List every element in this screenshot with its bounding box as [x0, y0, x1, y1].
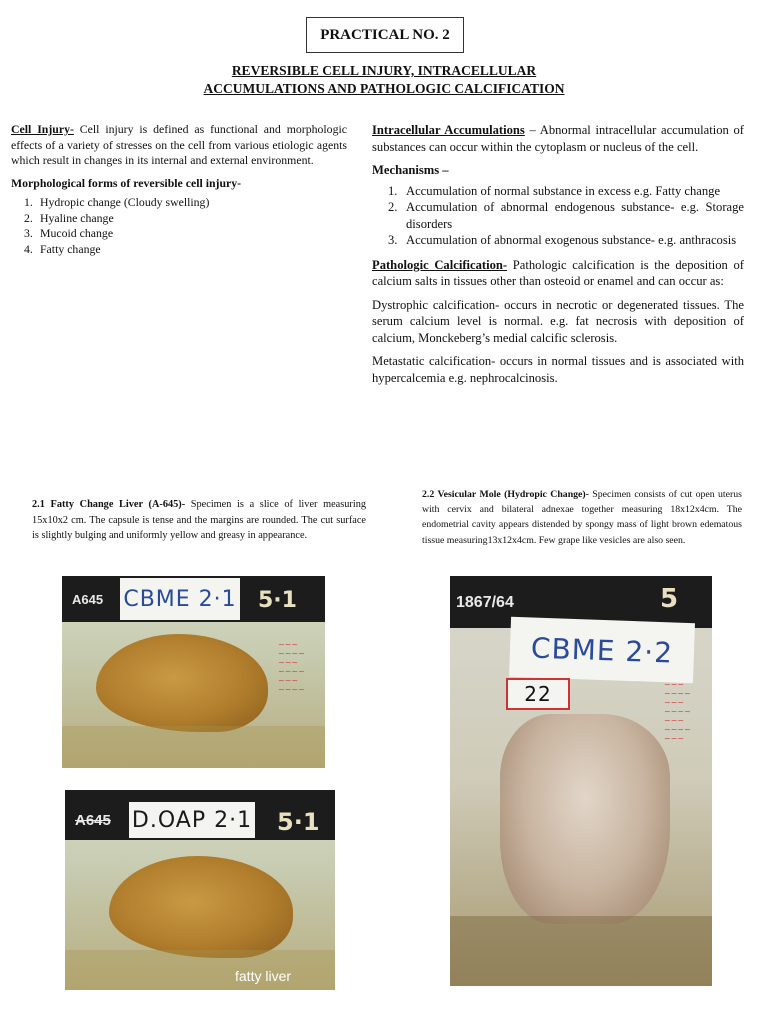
- list-text: Mucoid change: [40, 226, 114, 240]
- mechanisms-heading: Mechanisms –: [372, 163, 449, 177]
- caption-vesicular-mole: [422, 487, 742, 548]
- list-number: 2.: [388, 200, 398, 214]
- caption-text: Specimen is a slice of liver measuring 15x10x2 cm. The capsule is tense and the margins are rounded. The cut surface is slightly bulging and uniformly yellow and greasy in appearance.: [32, 499, 366, 542]
- photo-overlay-text: fatty liver: [235, 968, 292, 984]
- list-number: 3.: [24, 226, 33, 240]
- list-number: 1.: [388, 183, 398, 198]
- list-text: Accumulation of abnormal endogenous substance- e.g. Storage disorders: [406, 200, 744, 231]
- specimen-label-paper: CBME 2·2: [509, 617, 695, 683]
- calcification-paragraph: [372, 257, 744, 290]
- left-column: [11, 122, 347, 265]
- calcification-text: Pathologic calcification is the deposition of calcium salts in tissues other than osteoid or enamel and can occur as:: [372, 257, 744, 288]
- dystrophic-paragraph: Dystrophic calcification- occurs in necrotic or degenerated tissues. The serum calcium level is normal. e.g. fat necrosis with deposition of calcium, Monckeberg’s medial calcific sclerosis.: [372, 297, 744, 345]
- caption-fatty-liver: [32, 497, 366, 544]
- caption-text: Specimen consists of cut open uterus with cervix and bilateral adnexae together measuring 18x12x4cm. The endometrial cavity appears distended by spongy mass of light brown edematous tissue measuring13x12x4cm. Few grape like vesicles are also seen.: [422, 489, 742, 546]
- practical-title: [306, 17, 464, 53]
- list-item: [24, 242, 347, 258]
- mechanisms-list: [372, 183, 744, 249]
- intracellular-term: Intracellular Accumulations: [372, 123, 525, 137]
- specimen-number: 5·1: [277, 808, 320, 836]
- cell-injury-text: Cell injury is defined as functional and morphologic effects of a variety of stresses on the cell from various etiologic agents which result in changes in its internal and external environment.: [11, 122, 347, 167]
- intracellular-text: – Abnormal intracellular accumulation of substances can occur within the cytoplasm or nucleus of the cell.: [372, 123, 744, 154]
- list-number: 3.: [388, 233, 398, 247]
- vesicular-mole-specimen: [500, 714, 670, 924]
- red-handwritten-notes: ~~~ ~~~~ ~~~ ~~~~ ~~~ ~~~~ ~~~: [664, 680, 691, 743]
- specimen-label-paper: D.OAP 2·1: [129, 802, 255, 838]
- list-number: 2.: [24, 210, 33, 225]
- list-item: [388, 199, 744, 232]
- jar-fluid: [450, 916, 712, 986]
- metastatic-paragraph: Metastatic calcification- occurs in normal tissues and is associated with hypercalcemia e.g. nephrocalcinosis.: [372, 354, 744, 385]
- specimen-code: 1867/64: [456, 594, 514, 611]
- specimen-sublabel: 22: [506, 678, 570, 710]
- list-item: [388, 183, 744, 200]
- list-item: [24, 226, 347, 242]
- list-text: Fatty change: [40, 241, 101, 256]
- list-text: Accumulation of abnormal exogenous substance- e.g. anthracosis: [406, 233, 737, 247]
- cell-injury-paragraph: [11, 122, 347, 169]
- list-number: 4.: [24, 241, 33, 256]
- list-item: [388, 232, 744, 249]
- list-text: Accumulation of normal substance in excess e.g. Fatty change: [406, 183, 721, 198]
- specimen-photo-vesicular-mole: [450, 576, 712, 986]
- specimen-photo-fatty-liver-1: [62, 576, 325, 768]
- specimen-photo-fatty-liver-2: [65, 790, 335, 990]
- cell-injury-term: Cell Injury-: [11, 122, 74, 136]
- forms-list: [11, 195, 347, 257]
- red-handwritten-notes: ~~~ ~~~~ ~~~ ~~~~ ~~~ ~~~~: [278, 640, 305, 694]
- liver-specimen: [109, 856, 293, 958]
- main-heading-line2: ACCUMULATIONS AND PATHOLOGIC CALCIFICATION: [203, 81, 565, 96]
- list-text: Hydropic change (Cloudy swelling): [40, 195, 210, 209]
- list-item: [24, 195, 347, 211]
- forms-heading: Morphological forms of reversible cell injury-: [11, 175, 242, 190]
- list-text: Hyaline change: [40, 210, 114, 225]
- specimen-label-paper: CBME 2·1: [120, 578, 240, 620]
- intracellular-paragraph: [372, 122, 744, 155]
- caption-term: 2.1 Fatty Change Liver (A-645)-: [32, 499, 186, 510]
- list-item: [24, 211, 347, 227]
- specimen-number: 5: [660, 584, 679, 614]
- jar-fluid: [65, 950, 335, 990]
- specimen-code: A645: [72, 592, 104, 607]
- specimen-number: 5·1: [258, 588, 297, 613]
- liver-specimen: [96, 634, 268, 732]
- jar-fluid: [62, 726, 325, 768]
- caption-term: 2.2 Vesicular Mole (Hydropic Change)-: [422, 489, 589, 500]
- right-column: [372, 122, 744, 393]
- main-heading-line1: REVERSIBLE CELL INJURY, INTRACELLULAR: [231, 63, 537, 78]
- specimen-code: A645: [75, 812, 111, 829]
- list-number: 1.: [24, 195, 33, 209]
- calcification-term: Pathologic Calcification-: [372, 257, 508, 272]
- practical-title-text: PRACTICAL NO. 2: [320, 26, 450, 43]
